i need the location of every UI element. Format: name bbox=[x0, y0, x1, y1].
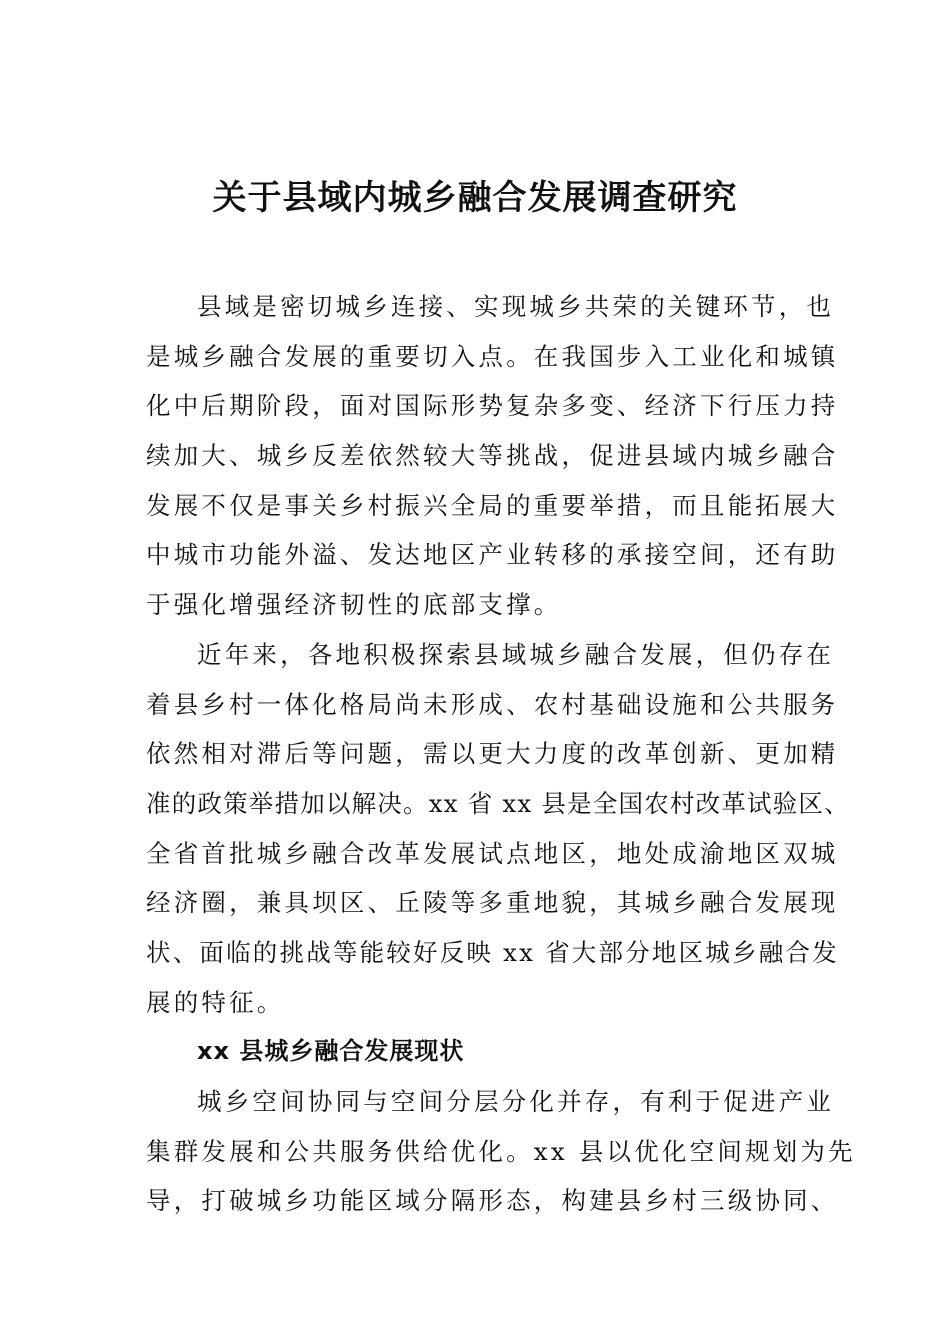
document-title: 关于县域内城乡融合发展调查研究 bbox=[212, 178, 738, 218]
paragraph-line: 是城乡融合发展的重要切入点。在我国步入工业化和城镇 bbox=[146, 341, 839, 371]
paragraph-line: 近年来，各地积极探索县域城乡融合发展，但仍存在 bbox=[197, 639, 835, 669]
paragraph-line: 化中后期阶段，面对国际形势复杂多变、经济下行压力持 bbox=[146, 391, 839, 421]
paragraph-line: 发展不仅是事关乡村振兴全局的重要举措，而且能拓展大 bbox=[146, 490, 839, 520]
paragraph-line: 状、面临的挑战等能较好反映 xx 省大部分地区城乡融合发 bbox=[146, 937, 839, 967]
paragraph-line: 导，打破城乡功能区域分隔形态，构建县乡村三级协同、 bbox=[146, 1186, 839, 1216]
paragraph-line: 中城市功能外溢、发达地区产业转移的承接空间，还有助 bbox=[146, 540, 839, 570]
paragraph-line: 准的政策举措加以解决。xx 省 xx 县是全国农村改革试验区、 bbox=[146, 788, 850, 818]
paragraph-line: 全省首批城乡融合改革发展试点地区，地处成渝地区双城 bbox=[146, 838, 839, 868]
paragraph-line: 续加大、城乡反差依然较大等挑战，促进县域内城乡融合 bbox=[146, 441, 839, 471]
paragraph-line: 依然相对滞后等问题，需以更大力度的改革创新、更加精 bbox=[146, 739, 839, 769]
paragraph-line: 着县乡村一体化格局尚未形成、农村基础设施和公共服务 bbox=[146, 689, 839, 719]
paragraph-line: 于强化增强经济韧性的底部支撑。 bbox=[146, 590, 562, 620]
paragraph-line: 经济圈，兼具坝区、丘陵等多重地貌，其城乡融合发展现 bbox=[146, 888, 839, 918]
paragraph-line: 集群发展和公共服务供给优化。xx 县以优化空间规划为先 bbox=[146, 1136, 856, 1166]
document-body bbox=[146, 282, 856, 1226]
paragraph-line: 城乡空间协同与空间分层分化并存，有利于促进产业 bbox=[197, 1087, 835, 1116]
section-heading: xx 县城乡融合发展现状 bbox=[197, 1037, 465, 1066]
paragraph-line: 展的特征。 bbox=[146, 987, 285, 1017]
paragraph-line: 县域是密切城乡连接、实现城乡共荣的关键环节，也 bbox=[197, 292, 835, 321]
